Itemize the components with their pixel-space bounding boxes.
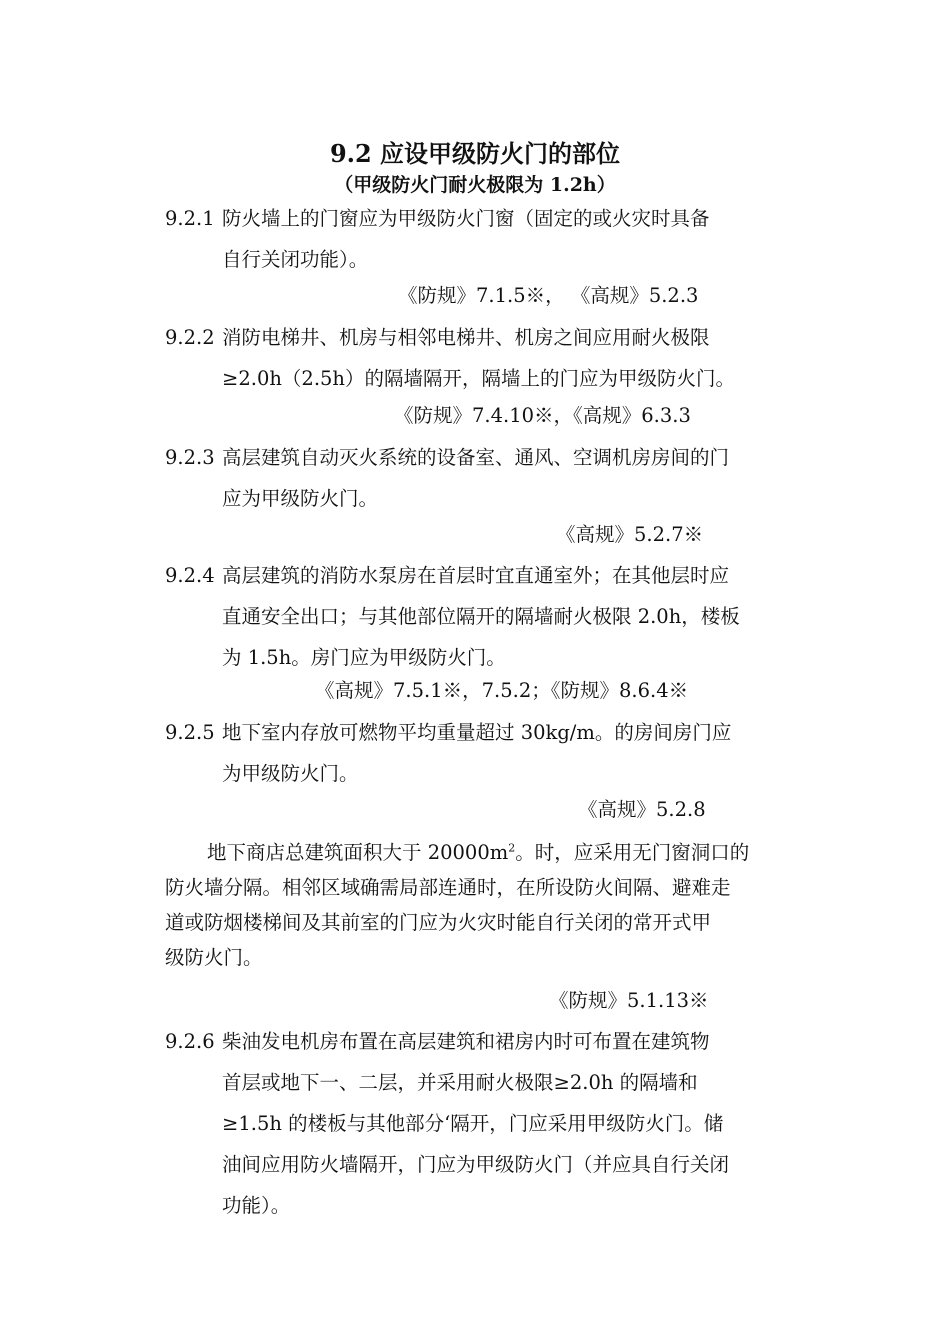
clause-text-line: 油间应用防火墙隔开，门应为甲级防火门（并应具自行关闭 xyxy=(222,1153,730,1176)
clause-text-line: ≥2.0h（2.5h）的隔墙隔开，隔墙上的门应为甲级防火门。 xyxy=(222,367,735,390)
superscript: 2 xyxy=(508,841,516,855)
clause-9-2-3 xyxy=(165,437,785,519)
clause-number: 9.2.2 xyxy=(165,326,215,349)
underground-shop-paragraph xyxy=(165,835,785,975)
clause-text-line: 首层或地下一、二层，并采用耐火极限≥2.0h 的隔墙和 xyxy=(222,1071,698,1094)
clause-number: 9.2.1 xyxy=(165,207,215,230)
paragraph-text-line xyxy=(165,835,785,870)
clause-text-line: ≥1.5h 的楼板与其他部分‘隔开，门应采用甲级防火门。储 xyxy=(222,1112,724,1135)
reference-9-2-5: 《高规》5.2.8 xyxy=(578,798,706,821)
clause-9-2-5 xyxy=(165,712,785,794)
clause-9-2-6 xyxy=(165,1021,785,1226)
reference-paragraph: 《防规》5.1.13※ xyxy=(549,989,709,1012)
clause-text-line: 直通安全出口；与其他部位隔开的隔墙耐火极限 2.0h，楼板 xyxy=(222,605,740,628)
section-subtitle: （甲级防火门耐火极限为 1.2h） xyxy=(334,174,616,196)
clause-9-2-4 xyxy=(165,555,785,678)
clause-text-line: 为 1.5h。房门应为甲级防火门。 xyxy=(222,646,506,669)
clause-text-line: 应为甲级防火门。 xyxy=(222,487,379,510)
clause-9-2-2 xyxy=(165,317,785,399)
clause-text-line: 自行关闭功能）。 xyxy=(222,248,369,271)
paragraph-text-line: 道或防烟楼梯间及其前室的门应为火灾时能自行关闭的常开式甲 xyxy=(165,911,712,934)
clause-text-line: 功能）。 xyxy=(222,1194,291,1217)
reference-9-2-1: 《防规》7.1.5※， 《高规》5.2.3 xyxy=(398,284,699,307)
reference-9-2-3: 《高规》5.2.7※ xyxy=(556,523,704,546)
paragraph-text-line: 级防火门。 xyxy=(165,946,263,969)
clause-number: 9.2.4 xyxy=(165,564,215,587)
clause-text-line: 防火墙上的门窗应为甲级防火门窗（固定的或火灾时具备 xyxy=(222,207,710,230)
paragraph-text-line: 防火墙分隔。相邻区域确需局部连通时，在所设防火间隔、避难走 xyxy=(165,876,731,899)
clause-text-line: 消防电梯井、机房与相邻电梯井、机房之间应用耐火极限 xyxy=(222,326,710,349)
section-title: 9.2 应设甲级防火门的部位 xyxy=(329,139,621,168)
clause-text-line: 高层建筑自动灭火系统的设备室、通风、空调机房房间的门 xyxy=(222,446,730,469)
clause-text-line: 为甲级防火门。 xyxy=(222,762,359,785)
reference-9-2-4: 《高规》7.5.1※，7.5.2；《防规》8.6.4※ xyxy=(315,679,689,702)
paragraph-text: 地下商店总建筑面积大于 20000m xyxy=(207,841,509,864)
clause-text-line: 地下室内存放可燃物平均重量超过 30kg/m。的房间房门应 xyxy=(222,721,732,744)
clause-text-line: 柴油发电机房布置在高层建筑和裙房内时可布置在建筑物 xyxy=(222,1030,710,1053)
reference-9-2-2: 《防规》7.4.10※，《高规》6.3.3 xyxy=(394,404,691,427)
clause-number: 9.2.3 xyxy=(165,446,215,469)
clause-9-2-1 xyxy=(165,198,785,280)
paragraph-text: 。时，应采用无门窗洞口的 xyxy=(515,841,750,864)
clause-text-line: 高层建筑的消防水泵房在首层时宜直通室外；在其他层时应 xyxy=(222,564,730,587)
clause-number: 9.2.5 xyxy=(165,721,215,744)
clause-number: 9.2.6 xyxy=(165,1030,215,1053)
